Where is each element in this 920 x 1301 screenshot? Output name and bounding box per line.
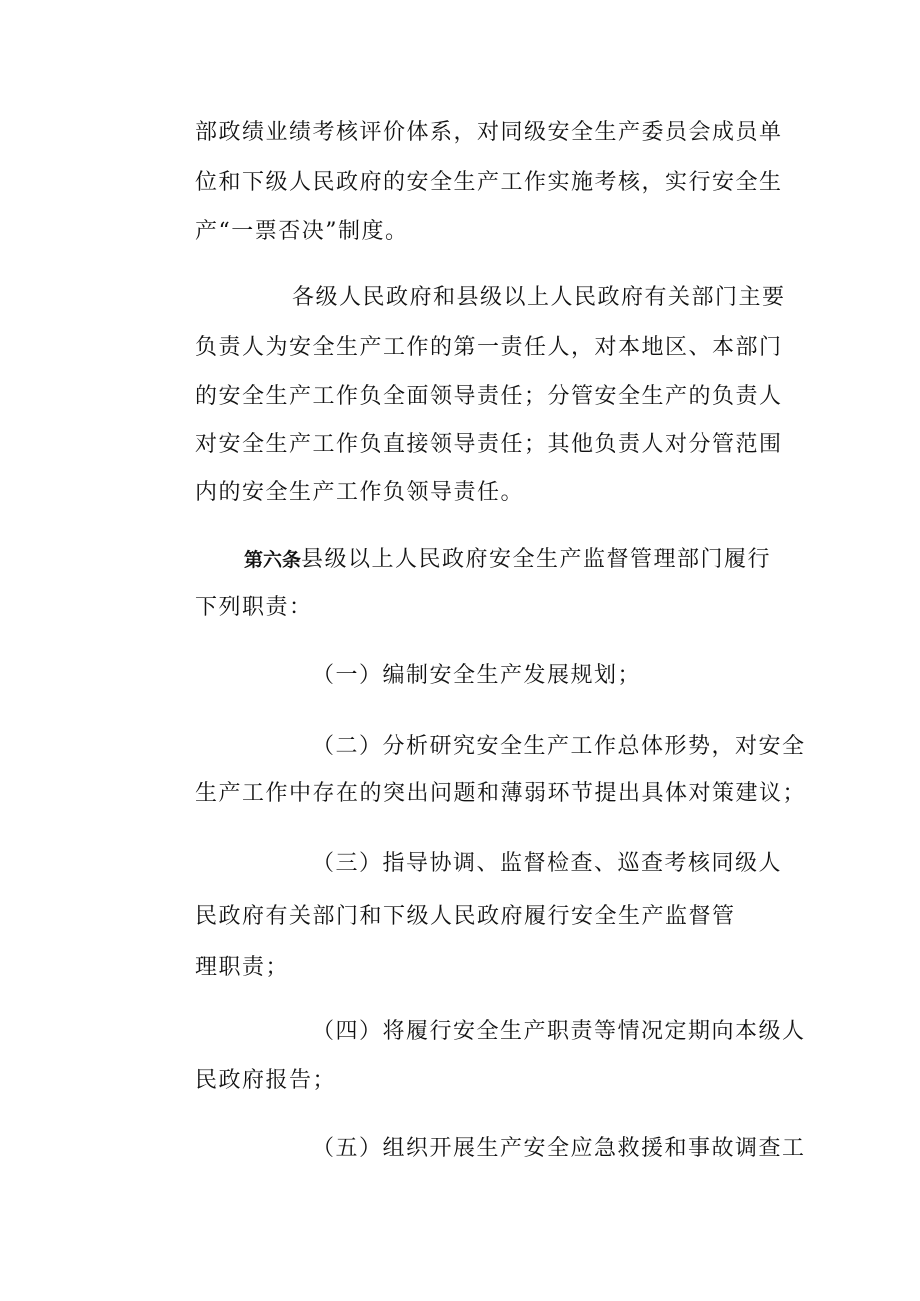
article-6-line-1 [244,545,771,575]
item-1-line-1: （一）编制安全生产发展规划； [312,663,642,688]
item-3-line-2: 民政府有关部门和下级人民政府履行安全生产监督管 [195,904,736,929]
paragraph-1-line-2: 位和下级人民政府的安全生产工作实施考核，实行安全生 [195,170,783,195]
item-2-line-2: 生产工作中存在的突出问题和薄弱环节提出具体对策建议； [195,781,807,806]
item-3-line-3: 理职责； [195,955,290,980]
item-4-line-2: 民政府报告； [195,1068,337,1093]
paragraph-2-line-5: 内的安全生产工作负领导责任。 [195,480,525,505]
paragraph-1-line-1: 部政绩业绩考核评价体系，对同级安全生产委员会成员单 [195,120,783,145]
article-6-line-2: 下列职责： [195,595,313,620]
article-6-lead: 第六条 [244,549,302,571]
item-4-line-1: （四）将履行安全生产职责等情况定期向本级人 [312,1019,806,1044]
paragraph-2-line-4: 对安全生产工作负直接领导责任；其他负责人对分管范围 [195,432,783,457]
item-5-line-1: （五）组织开展生产安全应急救援和事故调查工 [312,1136,806,1161]
paragraph-2-line-1: 各级人民政府和县级以上人民政府有关部门主要 [292,285,786,310]
paragraph-1-line-3: 产“一票否决”制度。 [195,219,409,244]
article-6-text: 县级以上人民政府安全生产监督管理部门履行 [301,547,772,572]
item-3-line-1: （三）指导协调、监督检查、巡查考核同级人 [312,851,783,876]
item-2-line-1: （二）分析研究安全生产工作总体形势，对安全 [312,734,806,759]
paragraph-2-line-2: 负责人为安全生产工作的第一责任人，对本地区、本部门 [195,335,783,360]
paragraph-2-line-3: 的安全生产工作负全面领导责任；分管安全生产的负责人 [195,384,783,409]
